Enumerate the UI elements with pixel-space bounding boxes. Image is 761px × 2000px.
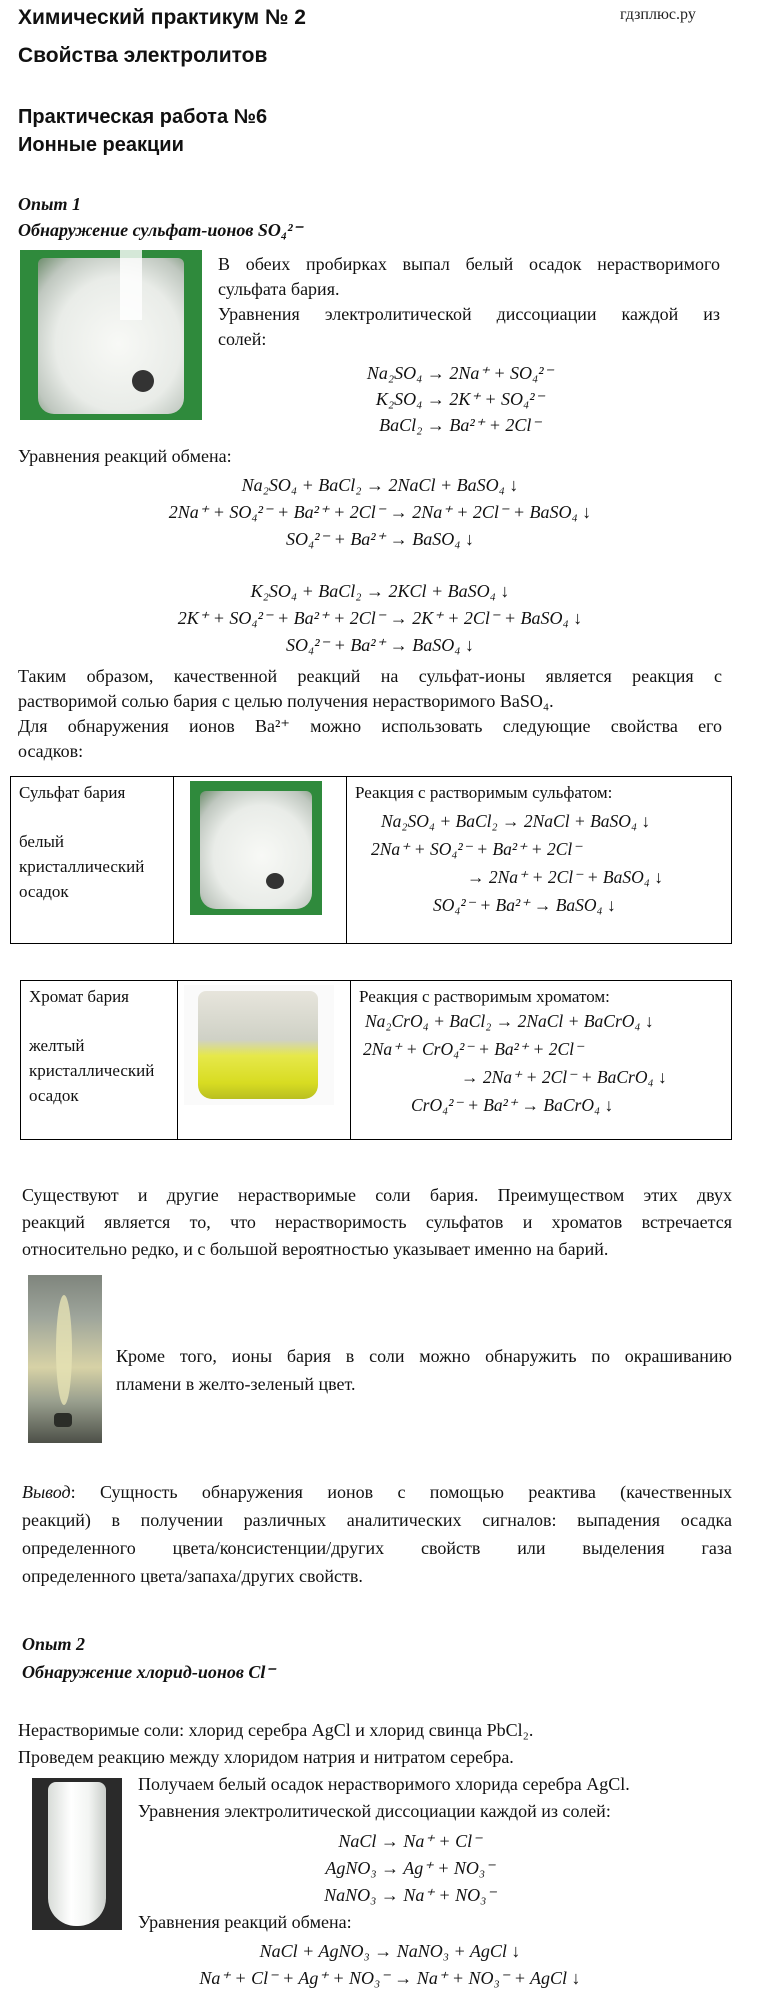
chromate-photo-cell	[178, 981, 351, 1140]
sulfate-desc-2: кристаллический	[19, 857, 145, 876]
sulfate-reaction-title: Реакция с растворимым сульфатом:	[355, 783, 613, 802]
page-title: Химический практикум № 2	[18, 6, 306, 29]
sulfate-table-photo	[190, 781, 322, 915]
chromate-desc-3: осадок	[29, 1086, 79, 1105]
sulfate-reaction-cell	[347, 777, 732, 944]
exp1-subtitle: Обнаружение сульфат-ионов SO₄²⁻	[18, 220, 303, 240]
exp1-label: Опыт 1	[18, 194, 81, 214]
work-title: Практическая работа №6	[18, 106, 268, 128]
sulfate-eq-4: SO₄²⁻ + Ba²⁺ → BaSO₄ ↓	[433, 895, 616, 915]
exp1-exchange-block-1: Na₂SO₄ + BaCl₂ → 2NaCl + BaSO₄ ↓ 2Na⁺ + SO₄²⁻ + Ba²⁺ + 2Cl⁻ → 2Na⁺ + 2Cl⁻ + BaSO₄ ↓ SO₄²⁻ + Ba²⁺ → BaSO₄ ↓	[168, 475, 592, 549]
chromate-eq-3: → 2Na⁺ + 2Cl⁻ + BaCrO₄ ↓	[461, 1067, 667, 1087]
sulfate-eq-2: 2Na⁺ + SO₄²⁻ + Ba²⁺ + 2Cl⁻	[371, 839, 582, 859]
chromate-name: Хромат бария	[29, 987, 129, 1006]
chromate-desc-cell	[21, 981, 178, 1140]
chromate-reaction-cell	[351, 981, 732, 1140]
flame-photo	[28, 1275, 102, 1443]
site-watermark: гдзплюс.ру	[620, 6, 696, 23]
exp1-exchange-label: Уравнения реакций обмена:	[18, 446, 232, 466]
exp1-p1: В обеих пробирках выпал белый осадок нерастворимого сульфата бария. Уравнения электролитической диссоциации каждой из солей:	[218, 254, 720, 349]
exp1-exchange-block-2: K₂SO₄ + BaCl₂ → 2KCl + BaSO₄ ↓ 2K⁺ + SO₄²⁻ + Ba²⁺ + 2Cl⁻ → 2K⁺ + 2Cl⁻ + BaSO₄ ↓ SO₄²⁻ + Ba²⁺ → BaSO₄ ↓	[177, 581, 583, 655]
chloride-photo	[32, 1778, 122, 1930]
chromate-reaction-title: Реакция с растворимым хроматом:	[359, 987, 610, 1006]
barium-chromate-table	[20, 980, 732, 1140]
work-topic: Ионные реакции	[18, 134, 184, 156]
sulfate-desc-3: осадок	[19, 882, 69, 901]
chromate-eq-1: Na₂CrO₄ + BaCl₂ → 2NaCl + BaCrO₄ ↓	[365, 1011, 654, 1031]
exp1-conclusion: Таким образом, качественной реакций на сульфат-ионы является реакция с растворимой солью бария с целью получения нерастворимого BaSO₄. Для обнаружения ионов Ba²⁺ можно использовать следующие свойства его осадков:	[18, 666, 722, 761]
exp2-exchange: NaCl + AgNO₃ → NaNO₃ + AgCl ↓ Na⁺ + Cl⁻ + Ag⁺ + NO₃⁻ → Na⁺ + NO₃⁻ + AgCl ↓	[199, 1941, 581, 1988]
exp2-label: Опыт 2	[22, 1634, 85, 1654]
sulfate-desc-1: белый	[19, 832, 64, 851]
exp2-subtitle: Обнаружение хлорид-ионов Cl⁻	[22, 1662, 275, 1682]
barium-sulfate-table	[10, 776, 732, 944]
chromate-photo	[184, 985, 334, 1105]
sulfate-photo	[20, 250, 202, 420]
exp2-observation: Получаем белый осадок нерастворимого хлорида серебра AgCl.	[138, 1774, 630, 1794]
conclusion-label: Вывод	[22, 1482, 71, 1502]
flame-text: Кроме того, ионы бария в соли можно обнаружить по окрашиванию пламени в желто-зеленый цвет.	[116, 1346, 732, 1394]
sulfate-name: Сульфат бария	[19, 783, 126, 802]
sulfate-eq-3: → 2Na⁺ + 2Cl⁻ + BaSO₄ ↓	[467, 867, 663, 887]
chromate-eq-4: CrO₄²⁻ + Ba²⁺ → BaCrO₄ ↓	[411, 1095, 614, 1115]
sulfate-desc-cell	[11, 777, 174, 944]
exp2-insoluble: Нерастворимые соли: хлорид серебра AgCl и хлорид свинца PbCl₂.	[18, 1720, 534, 1740]
other-salts-paragraph: Существуют и другие нерастворимые соли бария. Преимуществом этих двух реакций является то, что нерастворимость сульфатов и хроматов встречается относительно редко, и с большой вероятностью указывает именно на барий.	[22, 1185, 732, 1259]
sulfate-photo-cell	[174, 777, 347, 944]
chromate-eq-2: 2Na⁺ + CrO₄²⁻ + Ba²⁺ + 2Cl⁻	[363, 1039, 584, 1059]
sulfate-eq-1: Na₂SO₄ + BaCl₂ → 2NaCl + BaSO₄ ↓	[381, 811, 651, 831]
chromate-desc-2: кристаллический	[29, 1061, 155, 1080]
exp2-dissociation-label: Уравнения электролитической диссоциации каждой из солей:	[138, 1801, 611, 1821]
chromate-desc-1: желтый	[29, 1036, 85, 1055]
exp2-dissociation: NaCl → Na⁺ + Cl⁻ AgNO₃ → Ag⁺ + NO₃⁻ NaNO₃ → Na⁺ + NO₃⁻	[324, 1831, 496, 1905]
exp2-exchange-label: Уравнения реакций обмена:	[138, 1912, 352, 1932]
exp2-reaction-intro: Проведем реакцию между хлоридом натрия и нитратом серебра.	[18, 1747, 514, 1767]
conclusion-paragraph: Вывод: Сущность обнаружения ионов с помощью реактива (качественных реакций) в получении различных аналитических сигналов: выпадения осадка определенного цвета/консистенции/других свойств или выделения газа определенного цвета/запаха/других свойств.	[22, 1482, 732, 1586]
exp1-dissociation: Na₂SO₄ → 2Na⁺ + SO₄²⁻ K₂SO₄ → 2K⁺ + SO₄²⁻ BaCl₂ → Ba²⁺ + 2Cl⁻	[366, 363, 554, 435]
page-subtitle: Свойства электролитов	[18, 44, 268, 67]
